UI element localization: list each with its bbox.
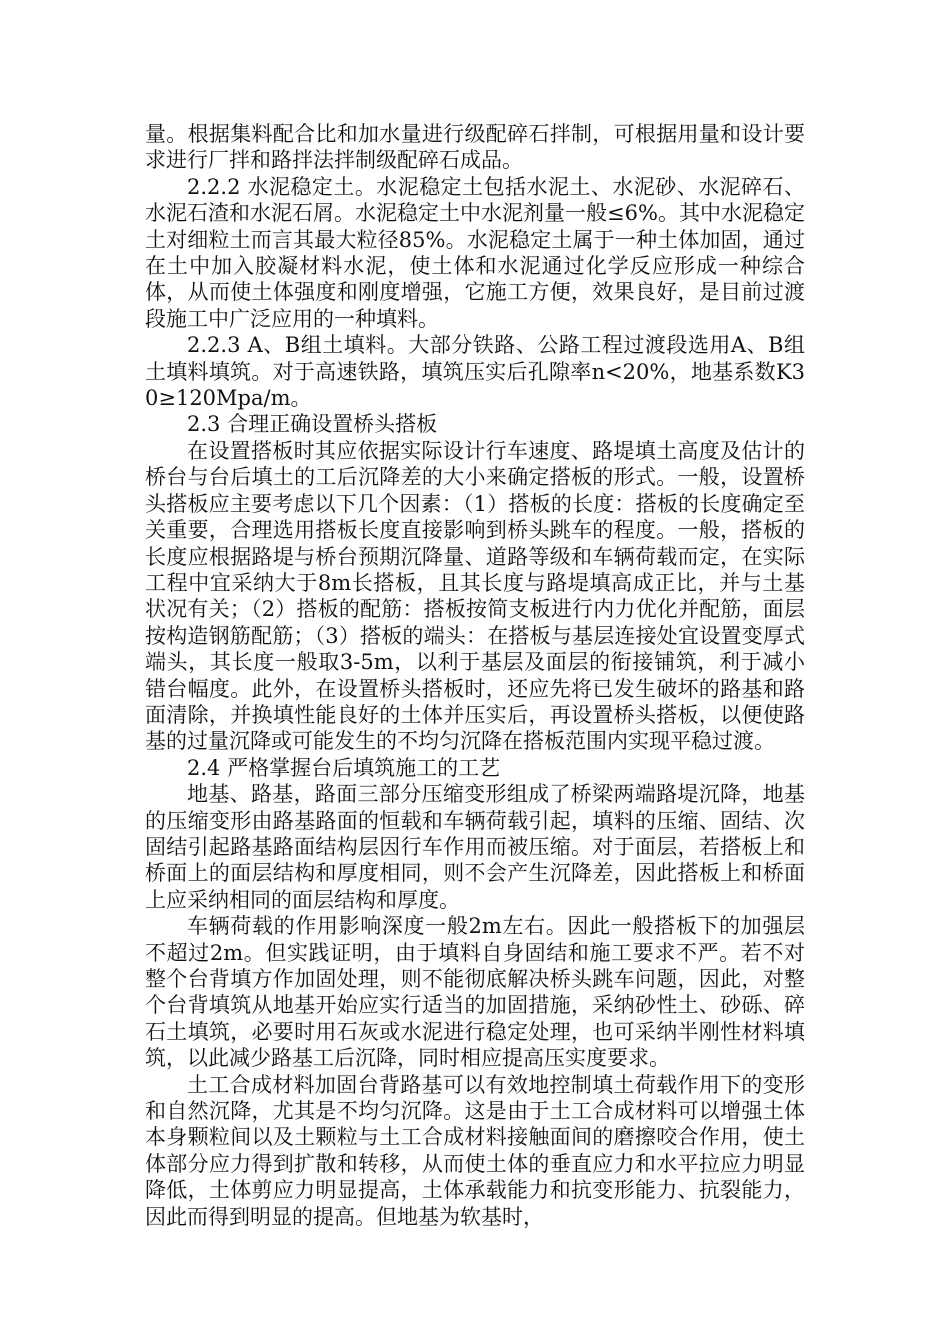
paragraph-approach-slab: 在设置搭板时其应依据实际设计行车速度、路堤填土高度及估计的桥台与台后填土的工后沉降差的大小来确定搭板的形式。一般，设置桥头搭板应主要考虑以下几个因素：（1）搭板的长度：搭板的长度确定至关重要，合理选用搭板长度直接影响到桥头跳车的程度。一般，搭板的长度应根据路堤与桥台预期沉降量、道路等级和车辆荷载而定，在实际工程中宜采纳大于8m长搭板，且其长度与路堤填高成正比，并与土基状况有关；（2）搭板的配筋：搭板按简支板进行内力优化并配筋，面层按构造钢筋配筋；（3）搭板的端头：在搭板与基层连接处宜设置变厚式端头，其长度一般取3-5m，以利于基层及面层的衔接铺筑，利于减小错台幅度。此外，在设置桥头搭板时，还应先将已发生破坏的路基和路面清除，并换填性能良好的土体并压实后，再设置桥头搭板，以便使路基的过量沉降或可能发生的不均匀沉降在搭板范围内实现平稳过渡。: [145, 438, 805, 754]
section-heading-2-4: 2.4 严格掌握台后填筑施工的工艺: [187, 755, 501, 780]
paragraph-ab-group-fill: 2.2.3 A、B组土填料。大部分铁路、公路工程过渡段选用A、B组土填料填筑。对于高速铁路，填筑压实后孔隙率n<20%，地基系数K30≥120Mpa/m。: [145, 333, 805, 411]
document-page: [145, 121, 805, 1230]
paragraph-geosynthetics: 土工合成材料加固台背路基可以有效地控制填土荷载作用下的变形和自然沉降，尤其是不均匀沉降。这是由于土工合成材料可以增强土体本身颗粒间以及土颗粒与土工合成材料接触面间的磨擦咬合作用，使土体部分应力得到扩散和转移，从而使土体的垂直应力和水平拉应力明显降低，土体剪应力明显提高，土体承载能力和抗变形能力、抗裂能力，因此而得到明显的提高。但地基为软基时，: [145, 1072, 805, 1229]
paragraph-continuation: 量。根据集料配合比和加水量进行级配碎石拌制，可根据用量和设计要求进行厂拌和路拌法拌制级配碎石成品。: [145, 122, 805, 173]
section-heading-2-3: 2.3 合理正确设置桥头搭板: [187, 412, 438, 437]
paragraph-cement-stabilized-soil: 2.2.2 水泥稳定土。水泥稳定土包括水泥土、水泥砂、水泥碎石、水泥石渣和水泥石屑。水泥稳定土中水泥剂量一般≤6%。其中水泥稳定土对细粒土而言其最大粒径85%。水泥稳定土属于一种土体加固，通过在土中加入胶凝材料水泥，使土体和水泥通过化学反应形成一种综合体，从而使土体强度和刚度增强，它施工方便，效果良好，是目前过渡段施工中广泛应用的一种填料。: [145, 174, 805, 331]
paragraph-vehicle-load: 车辆荷载的作用影响深度一般2m左右。因此一般搭板下的加强层不超过2m。但实践证明，由于填料自身固结和施工要求不严。若不对整个台背填方作加固处理，则不能彻底解决桥头跳车问题，因此，对整个台背填筑从地基开始应实行适当的加固措施，采纳砂性土、砂砾、碎石土填筑，必要时用石灰或水泥进行稳定处理，也可采纳半刚性材料填筑，以此减少路基工后沉降，同时相应提高压实度要求。: [145, 914, 805, 1071]
paragraph-settlement: 地基、路基，路面三部分压缩变形组成了桥梁两端路堤沉降，地基的压缩变形由路基路面的恒载和车辆荷载引起，填料的压缩、固结、次固结引起路基路面结构层因行车作用而被压缩。对于面层，若搭板上和桥面上的面层结构和厚度相同，则不会产生沉降差，因此搭板上和桥面上应采纳相同的面层结构和厚度。: [145, 782, 805, 912]
